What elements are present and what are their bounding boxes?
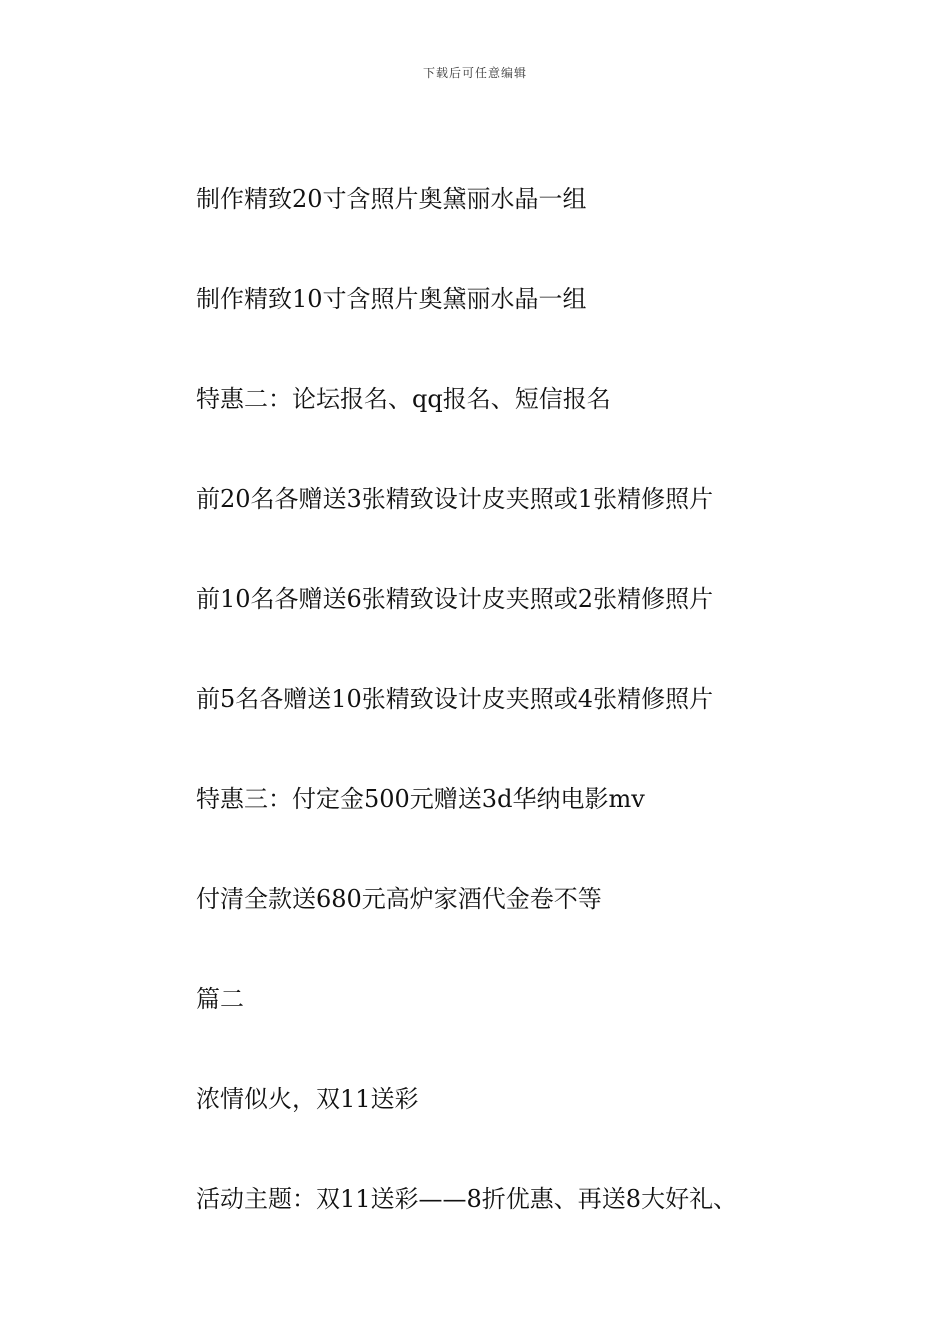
text-line: 制作精致20寸含照片奥黛丽水晶一组 — [196, 185, 587, 213]
text-line: 制作精致10寸含照片奥黛丽水晶一组 — [196, 285, 587, 313]
document-body — [196, 178, 876, 1278]
text-line: 前5名各赠送10张精致设计皮夹照或4张精修照片 — [196, 685, 714, 713]
text-line: 活动主题：双11送彩——8折优惠、再送8大好礼、 — [196, 1185, 738, 1213]
text-line: 前10名各赠送6张精致设计皮夹照或2张精修照片 — [196, 585, 714, 613]
text-line: 特惠三：付定金500元赠送3d华纳电影mv — [196, 785, 645, 813]
text-line: 前20名各赠送3张精致设计皮夹照或1张精修照片 — [196, 485, 714, 513]
text-line: 浓情似火，双11送彩 — [196, 1085, 419, 1113]
text-line: 付清全款送680元高炉家酒代金卷不等 — [196, 885, 602, 913]
page-header-note: 下载后可任意编辑 — [422, 66, 527, 80]
section-heading: 篇二 — [196, 985, 244, 1013]
text-line: 特惠二：论坛报名、qq报名、短信报名 — [196, 385, 611, 413]
